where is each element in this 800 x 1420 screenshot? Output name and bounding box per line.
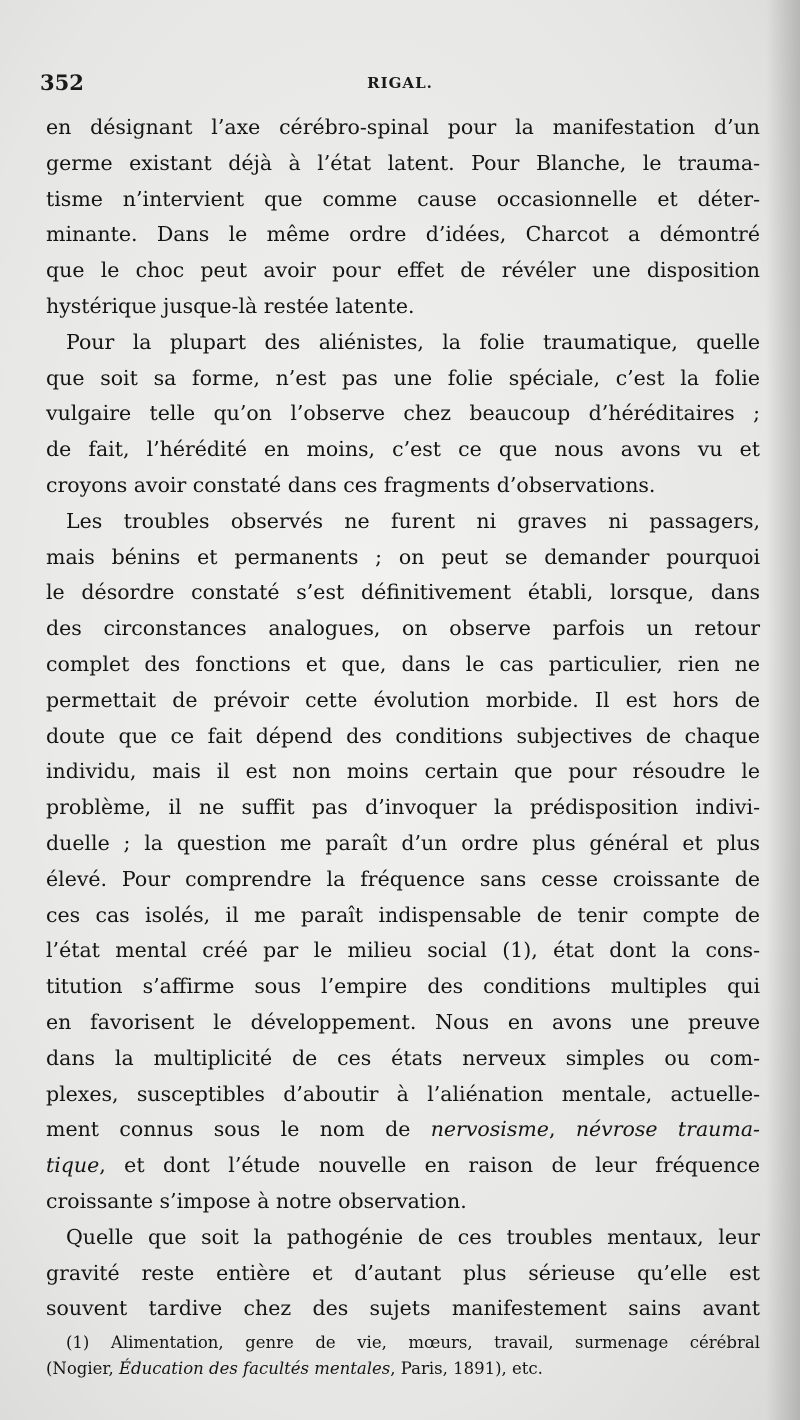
text-line: croyons avoir constaté dans ces fragments d’observations. <box>46 472 656 497</box>
italic-term: nervosisme <box>430 1117 549 1142</box>
text-line: en désignant l’axe cérébro-spinal pour la manifestation d’un <box>46 115 760 139</box>
line-text: Pour la plupart des aliénistes, la folie traumatique, quelle <box>66 329 760 354</box>
running-head: RIGAL. <box>367 74 433 92</box>
line-text: Quelle que soit la pathogénie de ces troubles mentaux, leur <box>66 1224 760 1249</box>
page-edge-shadow <box>766 0 800 1420</box>
text-line: permettait de prévoir cette évolution morbide. Il est hors de <box>46 687 760 712</box>
text-line: tisme n’intervient que comme cause occasionnelle et déter- <box>46 186 760 211</box>
text-line: germe existant déjà à l’état latent. Pour Blanche, le trauma- <box>46 150 760 175</box>
text-line: l’état mental créé par le milieu social (1), état dont la cons- <box>46 938 760 963</box>
line-text: ment connus sous le nom de <box>46 1117 431 1142</box>
footnote-line <box>46 1330 760 1356</box>
footnote <box>46 1330 760 1382</box>
text-line: minante. Dans le même ordre d’idées, Charcot a démontré <box>46 222 760 247</box>
italic-term: névrose trauma- <box>575 1117 760 1142</box>
text-line: problème, il ne suffit pas d’invoquer la prédisposition indivi- <box>46 795 760 820</box>
text-line <box>46 1220 760 1256</box>
text-line: vulgaire telle qu’on l’observe chez beaucoup d’héréditaires ; <box>46 401 760 426</box>
text-line: ces cas isolés, il me paraît indispensable de tenir compte de <box>46 902 760 927</box>
text-line: dans la multiplicité de ces états nerveux simples ou com- <box>46 1045 760 1070</box>
footnote-book-title: Éducation des facultés mentales <box>118 1359 391 1378</box>
line-text: , <box>548 1117 576 1142</box>
text-line: duelle ; la question me paraît d’un ordre plus général et plus <box>46 830 760 855</box>
text-line <box>46 504 760 540</box>
text-line: plexes, susceptibles d’aboutir à l’aliénation mentale, actuelle- <box>46 1081 760 1106</box>
text-line: que le choc peut avoir pour effet de révéler une disposition <box>46 258 760 283</box>
text-line: titution s’affirme sous l’empire des conditions multiples qui <box>46 974 760 999</box>
text-line: individu, mais il est non moins certain que pour résoudre le <box>46 759 760 784</box>
footnote-text: , Paris, 1891), etc. <box>390 1359 543 1378</box>
text-line: élevé. Pour comprendre la fréquence sans cesse croissante de <box>46 866 760 891</box>
text-line <box>46 1148 760 1184</box>
text-line: mais bénins et permanents ; on peut se demander pourquoi <box>46 544 760 569</box>
text-line: hystérique jusque-là restée latente. <box>46 293 415 318</box>
text-line: de fait, l’hérédité en moins, c’est ce que nous avons vu et <box>46 437 760 462</box>
footnote-text: (Nogier, <box>46 1359 119 1378</box>
text-line: croissante s’impose à notre observation. <box>46 1188 467 1213</box>
body-text <box>46 110 760 1327</box>
italic-term: tique <box>46 1153 100 1178</box>
text-line: que soit sa forme, n’est pas une folie spéciale, c’est la folie <box>46 365 760 390</box>
line-text: Les troubles observés ne furent ni graves ni passagers, <box>66 508 760 533</box>
text-line <box>46 1112 760 1148</box>
text-line: gravité reste entière et d’autant plus sérieuse qu’elle est <box>46 1260 760 1285</box>
page-header <box>40 70 760 100</box>
footnote-line <box>46 1356 760 1382</box>
page-number: 352 <box>40 70 84 95</box>
text-line: complet des fonctions et que, dans le cas particulier, rien ne <box>46 651 760 676</box>
footnote-text: (1) Alimentation, genre de vie, mœurs, travail, surmenage cérébral <box>66 1333 760 1352</box>
text-line <box>46 325 760 361</box>
text-line: en favorisent le développement. Nous en avons une preuve <box>46 1009 760 1034</box>
text-line: le désordre constaté s’est définitivement établi, lorsque, dans <box>46 580 760 605</box>
line-text: , et dont l’étude nouvelle en raison de leur fréquence <box>99 1153 760 1178</box>
text-line: doute que ce fait dépend des conditions subjectives de chaque <box>46 723 760 748</box>
text-line: souvent tardive chez des sujets manifestement sains avant <box>46 1296 760 1321</box>
text-line: des circonstances analogues, on observe parfois un retour <box>46 616 760 641</box>
